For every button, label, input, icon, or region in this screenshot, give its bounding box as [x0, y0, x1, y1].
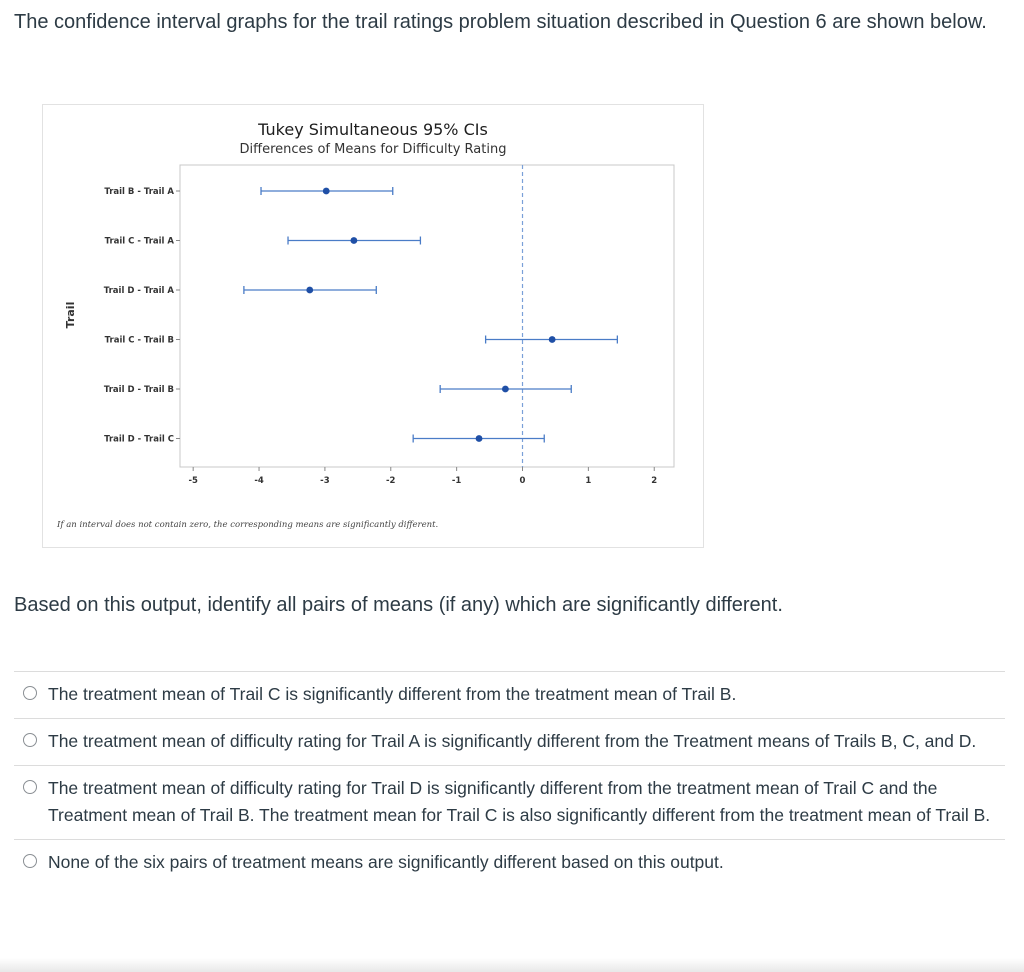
question-text: Based on this output, identify all pairs of means (if any) which are significantly different. — [14, 594, 783, 616]
radio-button[interactable] — [23, 686, 37, 700]
interval-mean-point — [476, 435, 483, 442]
interval-mean-point — [323, 188, 330, 195]
y-axis-label: Trail — [64, 301, 77, 329]
x-tick-label: 0 — [519, 476, 526, 486]
interval-label: Trail B - Trail A — [104, 187, 174, 197]
answer-label: The treatment mean of difficulty rating for Trail A is significantly different from the Treatment means of Trails B, C, and D. — [48, 731, 977, 751]
x-tick-label: 1 — [585, 476, 592, 486]
answer-option[interactable] — [14, 718, 1005, 765]
x-tick-label: -3 — [320, 476, 330, 486]
x-tick-label: -4 — [254, 476, 264, 486]
page-bottom-edge — [0, 958, 1024, 972]
chart-footnote: If an interval does not contain zero, the corresponding means are significantly different. — [57, 520, 439, 530]
x-tick-label: -5 — [188, 476, 198, 486]
interval-mean-point — [350, 237, 357, 244]
plot-frame — [180, 165, 674, 467]
interval-label: Trail D - Trail B — [103, 385, 174, 395]
answer-option[interactable] — [14, 839, 1005, 886]
answer-option[interactable] — [14, 765, 1005, 839]
chart-subtitle: Differences of Means for Difficulty Rating — [239, 142, 507, 157]
tukey-ci-chart — [42, 104, 704, 548]
answer-label: None of the six pairs of treatment means are significantly different based on this output. — [48, 852, 724, 872]
interval-label: Trail C - Trail A — [104, 236, 174, 247]
interval-label: Trail C - Trail B — [104, 335, 174, 346]
interval-label: Trail D - Trail C — [104, 434, 174, 445]
interval-mean-point — [549, 336, 556, 343]
x-tick-label: 2 — [651, 476, 658, 486]
radio-button[interactable] — [23, 733, 37, 747]
interval-label: Trail D - Trail A — [103, 286, 174, 296]
intro-text: The confidence interval graphs for the trail ratings problem situation described in Question 6 are shown below. — [14, 11, 987, 33]
chart-title: Tukey Simultaneous 95% CIs — [258, 120, 488, 139]
interval-mean-point — [306, 287, 313, 294]
radio-button[interactable] — [23, 780, 37, 794]
radio-button[interactable] — [23, 854, 37, 868]
answer-label: The treatment mean of Trail C is significantly different from the treatment mean of Trail B. — [48, 684, 737, 704]
x-tick-label: -1 — [451, 476, 462, 486]
answer-label: The treatment mean of difficulty rating for Trail D is significantly different from the treatment mean of Trail C and the Treatment mean of Trail B. The treatment mean for Trail C is also significantly different from the treatment mean of Trail B. — [48, 778, 991, 825]
interval-mean-point — [502, 386, 509, 393]
chart-svg — [43, 105, 703, 547]
answer-list — [14, 671, 1005, 886]
x-tick-label: -2 — [386, 476, 396, 486]
answer-option[interactable] — [14, 671, 1005, 718]
